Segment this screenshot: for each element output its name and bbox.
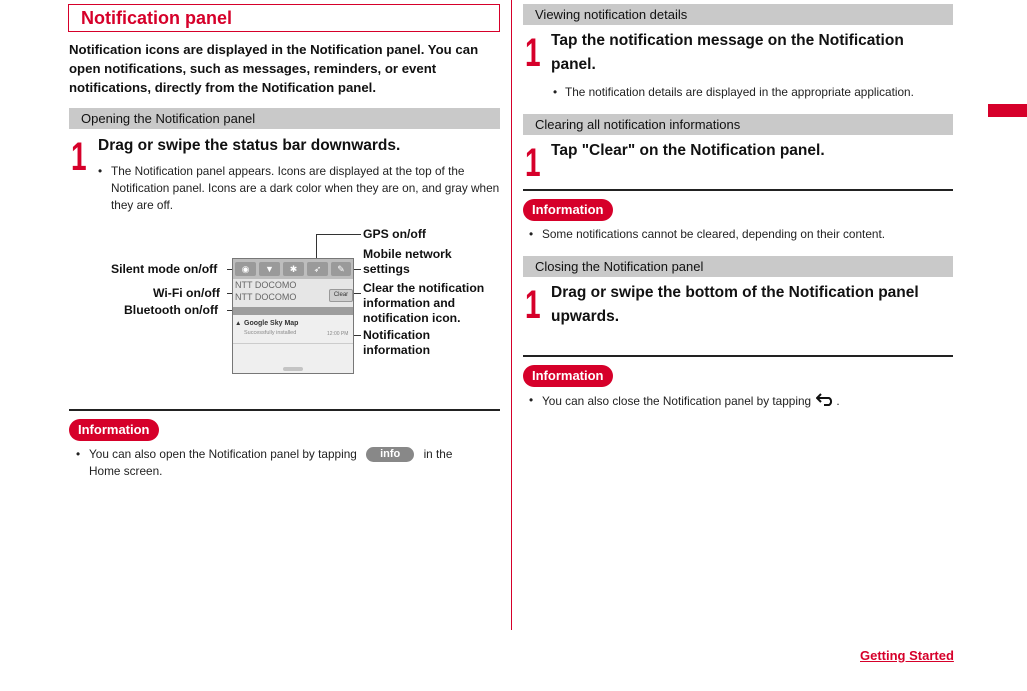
section-header-clearing: Clearing all notification informations <box>523 114 953 135</box>
notification-time: 12:00 PM <box>327 331 349 337</box>
leader-line <box>316 234 361 235</box>
page-title-box <box>68 4 500 32</box>
chapter-tab <box>988 104 1027 117</box>
step-text-line2: panel. <box>551 56 596 73</box>
information-bullet: • You can also open the Notification panel by tapping info in the Home screen. <box>76 447 453 478</box>
information-badge: Information <box>523 199 613 221</box>
label-wifi: Wi-Fi on/off <box>153 286 220 300</box>
divider <box>233 343 353 344</box>
information-bullet: • Some notifications cannot be cleared, depending on their content. <box>529 227 885 241</box>
section-rule <box>69 409 500 411</box>
intro-paragraph: Notification icons are displayed in the Notification panel. You can open notifications, such as messages, reminders, or event notifications, directly from the Notification panel. <box>69 42 479 95</box>
label-notification-info: Notification information <box>363 328 431 357</box>
panel-handle <box>283 367 303 371</box>
step-bullet: • The Notification panel appears. Icons are displayed at the top of the Notification panel. Icons are a dark color when they are on, and gray when they are off. <box>98 164 500 212</box>
information-bullet: • You can also close the Notification panel by tapping . <box>529 393 840 408</box>
clear-button: Clear <box>329 289 353 302</box>
section-header-viewing: Viewing notification details <box>523 4 953 25</box>
label-clear: Clear the notification information and notification icon. <box>363 281 485 325</box>
step-bullet: • The notification details are displayed in the appropriate application. <box>553 85 914 99</box>
section-rule <box>523 355 953 357</box>
step-number: 1 <box>525 141 541 185</box>
notification-title: Google Sky Map <box>244 320 299 327</box>
label-mobile-network: Mobile network settings <box>363 247 452 276</box>
step-text-line1: Drag or swipe the bottom of the Notification panel <box>551 284 919 301</box>
gps-icon: ➶ <box>307 262 328 276</box>
back-arrow-icon <box>816 392 836 406</box>
step-number: 1 <box>525 283 541 327</box>
step-number: 1 <box>71 135 87 179</box>
notification-subtitle: Successfully installed <box>244 330 297 336</box>
step-number: 1 <box>525 31 541 75</box>
info-button-icon: info <box>366 447 414 462</box>
silent-mode-icon: ◉ <box>235 262 256 276</box>
section-rule <box>523 189 953 191</box>
carrier-1: NTT DOCOMO <box>235 280 297 290</box>
step-text-line2: upwards. <box>551 308 620 325</box>
notification-icon: ▲ <box>235 320 242 327</box>
notification-panel-screenshot <box>232 258 354 374</box>
mobile-network-icon: ✎ <box>331 262 351 276</box>
section-header-closing: Closing the Notification panel <box>523 256 953 277</box>
label-gps: GPS on/off <box>363 227 426 241</box>
bluetooth-icon: ✱ <box>283 262 304 276</box>
column-divider <box>511 0 512 630</box>
footer-chapter-link[interactable]: Getting Started <box>860 648 954 663</box>
notification-header-bar <box>233 307 353 315</box>
section-header-opening: Opening the Notification panel <box>69 108 500 129</box>
label-bluetooth: Bluetooth on/off <box>124 303 219 317</box>
label-silent-mode: Silent mode on/off <box>111 262 218 276</box>
information-badge: Information <box>69 419 159 441</box>
page-title: Notification panel <box>81 8 233 28</box>
carrier-2: NTT DOCOMO <box>235 292 297 302</box>
wifi-icon: ▼ <box>259 262 280 276</box>
step-text: Drag or swipe the status bar downwards. <box>98 137 401 154</box>
step-text: Tap "Clear" on the Notification panel. <box>551 142 825 159</box>
step-text-line1: Tap the notification message on the Notification <box>551 32 904 49</box>
information-badge: Information <box>523 365 613 387</box>
